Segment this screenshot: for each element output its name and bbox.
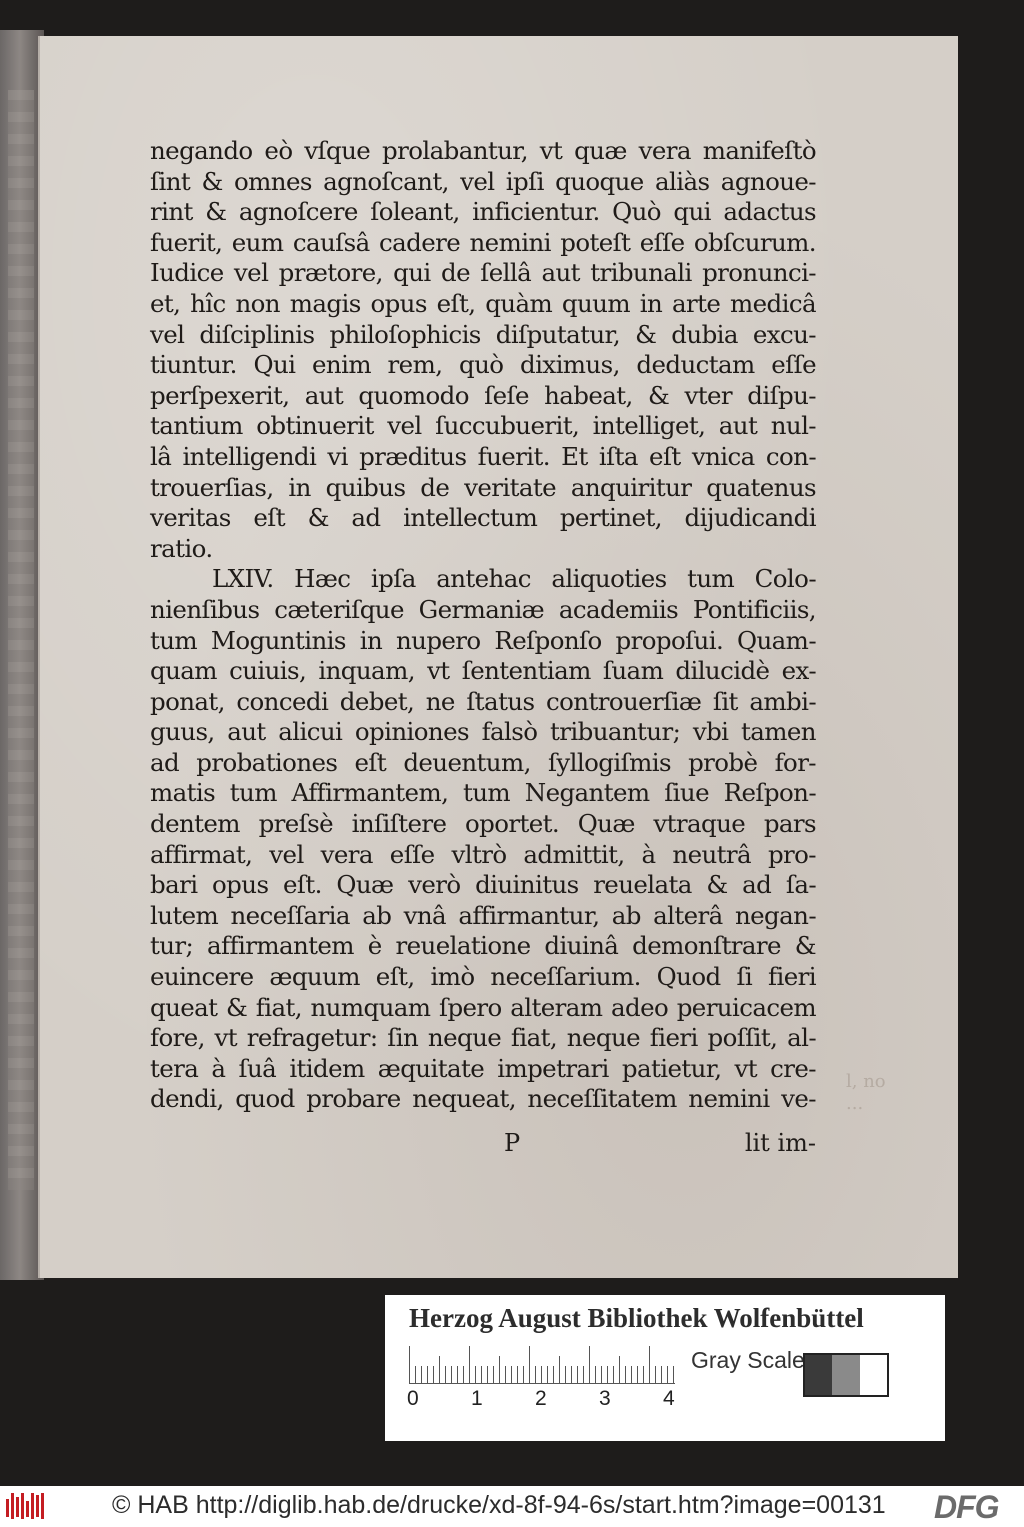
text-line: negando eò vſque prolabantur, vt quæ vera manifeſtò (150, 136, 816, 165)
text-line: vel diſciplinis philoſophicis diſputatur, & dubia excu- (150, 319, 816, 349)
ruler-number: 1 (471, 1387, 483, 1410)
ruler-tick (577, 1366, 578, 1384)
ruler-tick (631, 1366, 632, 1384)
ruler-tick (421, 1366, 422, 1384)
color-scale-card (385, 1295, 945, 1441)
text-line: tur; affirmantem è reuelatione diuinâ demonſtrare & (150, 931, 816, 961)
gray-patch (832, 1355, 859, 1395)
ruler-number: 4 (663, 1387, 675, 1410)
ruler-tick (547, 1366, 548, 1384)
text-line: guus, aut alicui opiniones falsò tribuantur; vbi tamen (150, 717, 816, 747)
ruler-tick (415, 1366, 416, 1384)
bleed-through-text: l, no ... (846, 1071, 886, 1114)
viewer-footer (0, 1486, 1024, 1527)
ruler-tick (529, 1346, 530, 1384)
text-line: tantium obtinuerit vel ſuccubuerit, intelliget, aut nul- (150, 411, 816, 441)
gray-patch (805, 1355, 832, 1395)
ruler-tick (589, 1346, 590, 1384)
ruler-tick (613, 1366, 614, 1384)
text-line: ad probationes eſt deuentum, ſyllogiſmis probè for- (150, 747, 816, 777)
ruler-number: 0 (407, 1387, 419, 1410)
ruler-tick (469, 1346, 470, 1384)
ruler-tick (541, 1366, 542, 1384)
ruler-tick (661, 1366, 662, 1384)
library-name: Herzog August Bibliothek Wolfenbüttel (409, 1303, 864, 1333)
ruler-tick (433, 1366, 434, 1384)
text-line: rint & agnoſcere ſoleant, inficientur. Quò qui adactus (150, 197, 816, 227)
text-line: ſint & omnes agnoſcant, vel ipſi quoque aliàs agnoue- (150, 166, 816, 196)
ruler-tick (565, 1366, 566, 1384)
text-line: tiuntur. Qui enim rem, quò diximus, deductam eſſe (150, 350, 816, 380)
ruler-tick (607, 1366, 608, 1384)
book-page (38, 36, 958, 1278)
ruler-tick (601, 1366, 602, 1384)
text-line: quam cuiuis, inquam, vt ſententiam ſuam dilucidè ex- (150, 656, 816, 686)
ruler-tick (463, 1366, 464, 1384)
ruler-tick (487, 1366, 488, 1384)
ruler-tick (625, 1366, 626, 1384)
text-line: ratio. (150, 533, 213, 563)
page-footer-line (150, 1129, 816, 1161)
ruler-tick (619, 1356, 620, 1384)
ruler-number: 3 (599, 1387, 611, 1410)
ruler-tick (673, 1366, 674, 1384)
ruler-tick (523, 1366, 524, 1384)
ruler-tick (511, 1366, 512, 1384)
text-line: affirmat, vel vera eſſe vltrò admittit, à neutrâ pro- (150, 839, 816, 869)
page-text (150, 136, 816, 1115)
ruler-tick (505, 1366, 506, 1384)
ruler (409, 1346, 675, 1384)
text-line: lâ intelligendi vi præditus fuerit. Et iſta eſt vnica con- (150, 441, 816, 471)
text-line: tera à ſuâ itidem æquitate impetrari patietur, vt cre- (150, 1053, 816, 1083)
text-line: ponat, concedi debet, ne ſtatus controuerſiæ ſit ambi- (150, 686, 816, 716)
ruler-tick (649, 1346, 650, 1384)
text-line: lutem neceſſaria ab vnâ affirmantur, ab alterâ negan- (150, 900, 816, 930)
text-line: dentem preſsè inſiſtere oportet. Quæ vtraque pars (150, 809, 816, 839)
ruler-tick (439, 1356, 440, 1384)
ruler-tick (445, 1366, 446, 1384)
ruler-tick (535, 1366, 536, 1384)
ruler-tick (595, 1366, 596, 1384)
text-line: trouerſias, in quibus de veritate anquiritur quatenus (150, 472, 816, 502)
copyright-link[interactable]: © HAB http://diglib.hab.de/drucke/xd-8f-94-6s/start.htm?image=00131 (112, 1491, 886, 1519)
ruler-tick (409, 1346, 410, 1384)
ruler-tick (427, 1366, 428, 1384)
ruler-tick (457, 1366, 458, 1384)
text-line: euincere æquum eſt, imò neceſſarium. Quod ſi fieri (150, 962, 816, 992)
text-line: bari opus eſt. Quæ verò diuinitus reuelata & ad ſa- (150, 870, 816, 900)
text-line: fuerit, eum cauſsâ cadere nemini poteſt eſſe obſcurum. (150, 227, 816, 257)
text-line: Iudice vel prætore, qui de ſellâ aut tribunali pronunci- (150, 258, 816, 288)
text-line: matis tum Affirmantem, tum Negantem ſiue Reſpon- (150, 778, 816, 808)
ruler-tick (571, 1366, 572, 1384)
ruler-tick (559, 1356, 560, 1384)
text-line: dendi, quod probare nequeat, neceſſitatem nemini ve- (150, 1084, 816, 1114)
ruler-tick (655, 1366, 656, 1384)
text-line: fore, vt refragetur: ſin neque fiat, neque fieri poſſit, al- (150, 1023, 816, 1053)
ruler-tick (667, 1366, 668, 1384)
text-line: perſpexerit, aut quomodo ſeſe habeat, & vter diſpu- (150, 380, 816, 410)
gray-scale-swatch (803, 1353, 889, 1397)
text-line: et, hîc non magis opus eſt, quàm quum in arte medicâ (150, 288, 816, 318)
ruler-tick (493, 1366, 494, 1384)
hab-logo-icon (6, 1493, 46, 1523)
text-line: LXIV. Hæc ipſa antehac aliquoties tum Colo- (212, 564, 816, 594)
ruler-tick (481, 1366, 482, 1384)
ruler-tick (583, 1366, 584, 1384)
text-line: queat & fiat, numquam ſpero alteram adeo peruicacem (150, 992, 816, 1022)
ruler-tick (517, 1366, 518, 1384)
ruler-numbers (403, 1387, 703, 1417)
gray-scale-label: Gray Scale (691, 1347, 805, 1373)
ruler-tick (475, 1366, 476, 1384)
ruler-tick (553, 1366, 554, 1384)
signature-mark: P (504, 1129, 521, 1157)
ruler-number: 2 (535, 1387, 547, 1410)
ruler-tick (637, 1366, 638, 1384)
catchword: lit im- (744, 1129, 816, 1157)
ruler-tick (451, 1366, 452, 1384)
text-line: veritas eſt & ad intellectum pertinet, dijudicandi (150, 503, 816, 533)
ruler-tick (643, 1366, 644, 1384)
text-line: tum Moguntinis in nupero Reſponſo propoſui. Quam- (150, 625, 816, 655)
text-line: nienſibus cæteriſque Germaniæ academiis Pontificiis, (150, 594, 816, 624)
dfg-logo: DFG (934, 1489, 999, 1525)
ruler-tick (499, 1356, 500, 1384)
gray-patch (860, 1355, 887, 1395)
